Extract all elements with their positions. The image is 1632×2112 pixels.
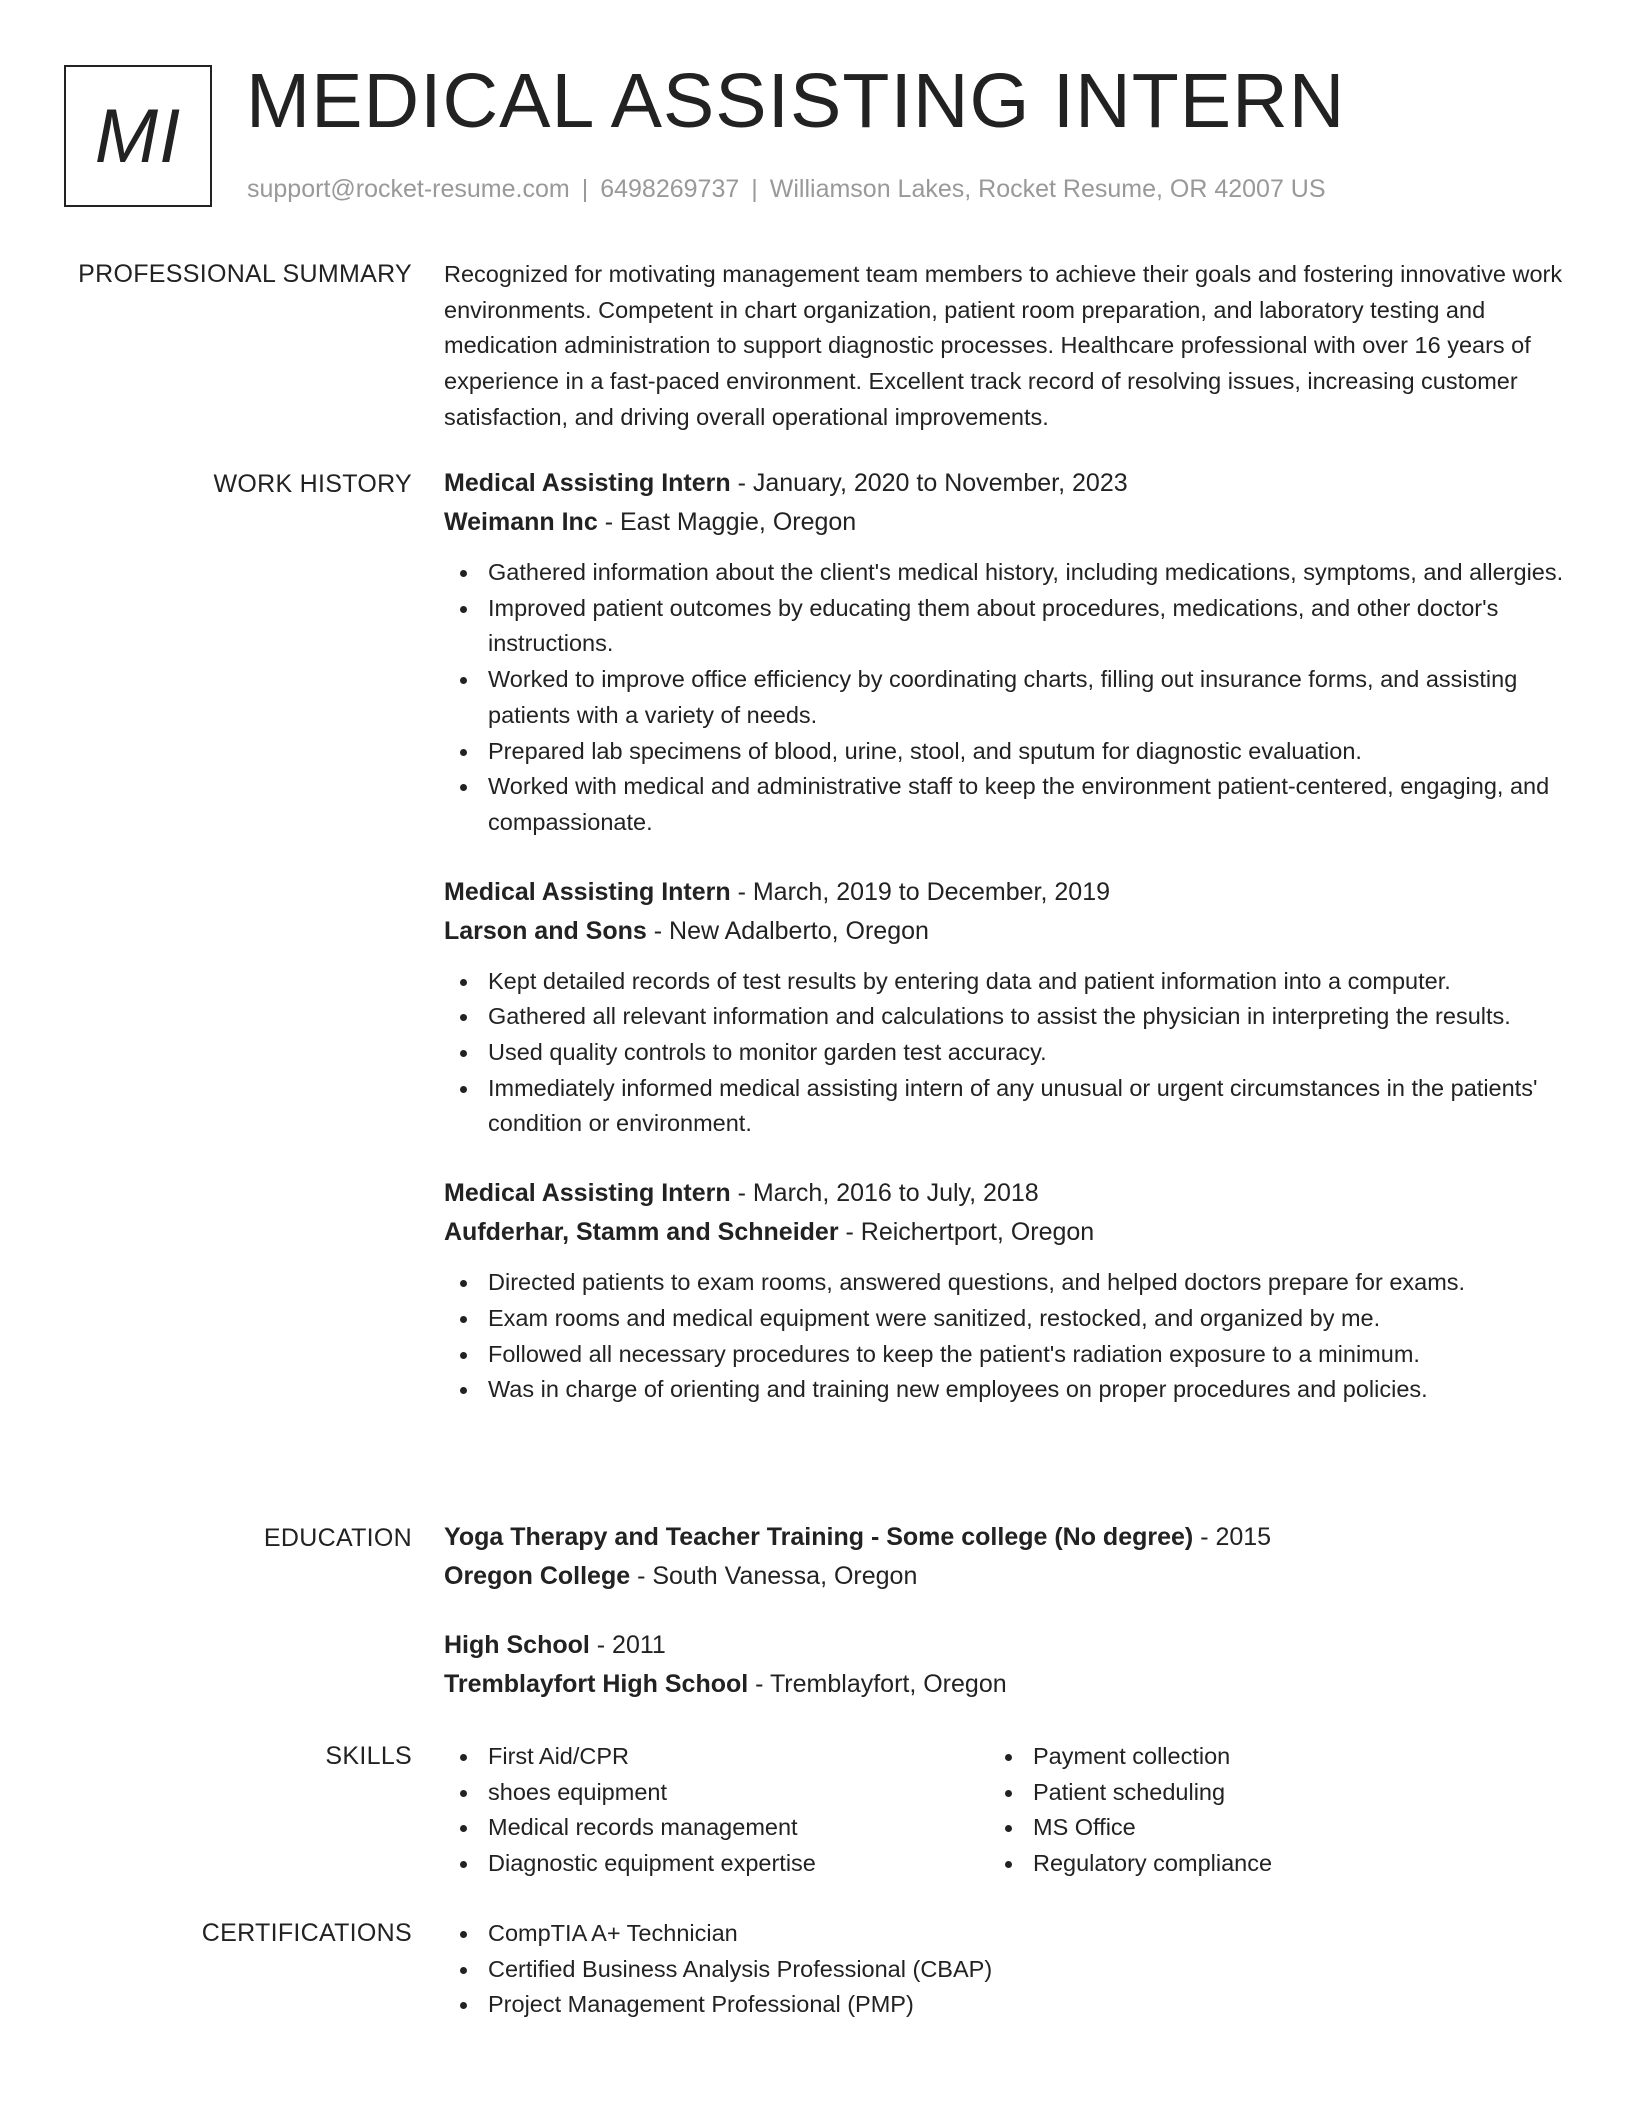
- job-title-line: [444, 873, 1564, 912]
- skill-item: shoes equipment: [444, 1775, 989, 1811]
- job-bullet: Gathered information about the client's medical history, including medications, symptoms, and allergies.: [444, 555, 1564, 591]
- contact-address: Williamson Lakes, Rocket Resume, OR 42007 US: [769, 175, 1326, 203]
- certifications-body: [444, 1916, 1564, 2023]
- contact-phone[interactable]: 6498269737: [600, 175, 740, 203]
- section-label-summary: PROFESSIONAL SUMMARY: [78, 260, 412, 288]
- job-title: Medical Assisting Intern: [444, 469, 731, 497]
- contact-separator: |: [581, 175, 589, 203]
- job-company-line: [444, 1213, 1564, 1252]
- job-location: - New Adalberto, Oregon: [646, 916, 929, 945]
- summary-text: Recognized for motivating management team members to achieve their goals and fostering innovative work environments. Competent in chart organization, patient room preparation, and laboratory testing and medication administration to support diagnostic processes. Healthcare professional with over 16 years of experience in a fast-paced environment. Excellent track record of resolving issues, increasing customer satisfaction, and driving overall operational improvements.: [444, 261, 1563, 430]
- resume-name: MEDICAL ASSISTING INTERN: [246, 58, 1346, 144]
- education-body: [444, 1518, 1564, 1736]
- job-bullet: Immediately informed medical assisting intern of any unusual or urgent circumstances in the patients' condition or environment.: [444, 1071, 1564, 1142]
- contact-separator: |: [751, 175, 758, 203]
- certification-item: Project Management Professional (PMP): [444, 1987, 1564, 2023]
- education-degree: Yoga Therapy and Teacher Training - Some college (No degree): [444, 1523, 1194, 1551]
- job-bullet: Prepared lab specimens of blood, urine, stool, and sputum for diagnostic evaluation.: [444, 734, 1564, 770]
- skill-item: Regulatory compliance: [989, 1846, 1534, 1882]
- job-company: Aufderhar, Stamm and Schneider: [444, 1218, 839, 1247]
- job-bullets: [444, 1265, 1564, 1408]
- education-degree-line: [444, 1626, 1564, 1665]
- job-location: - Reichertport, Oregon: [838, 1218, 1095, 1247]
- skills-column-2: [989, 1739, 1534, 1882]
- job-bullet: Directed patients to exam rooms, answered questions, and helped doctors prepare for exams.: [444, 1265, 1564, 1301]
- job-title: Medical Assisting Intern: [444, 1179, 731, 1208]
- job-bullet: Followed all necessary procedures to keep the patient's radiation exposure to a minimum.: [444, 1337, 1564, 1373]
- education-location: - South Vanessa, Oregon: [630, 1562, 918, 1590]
- education-year: - 2011: [589, 1631, 666, 1659]
- job-bullet: Improved patient outcomes by educating them about procedures, medications, and other doctor's instructions.: [444, 591, 1564, 662]
- skills-columns: [444, 1739, 1564, 1882]
- job-bullet: Worked with medical and administrative staff to keep the environment patient-centered, engaging, and compassionate.: [444, 769, 1564, 840]
- section-label-skills: SKILLS: [325, 1742, 412, 1770]
- skill-item: Diagnostic equipment expertise: [444, 1846, 989, 1882]
- job-company-line: [444, 912, 1564, 951]
- job-bullet: Exam rooms and medical equipment were sanitized, restocked, and organized by me.: [444, 1301, 1564, 1337]
- skills-column-1: [444, 1739, 989, 1882]
- education-school: Oregon College: [444, 1562, 631, 1590]
- skill-item: First Aid/CPR: [444, 1739, 989, 1775]
- certification-item: CompTIA A+ Technician: [444, 1916, 1564, 1952]
- job-entry: [444, 1174, 1564, 1408]
- job-entry: [444, 873, 1564, 1143]
- section-label-work-history: WORK HISTORY: [213, 470, 412, 498]
- skill-item: Patient scheduling: [989, 1775, 1534, 1811]
- job-company-line: [444, 503, 1564, 542]
- job-bullet: Gathered all relevant information and calculations to assist the physician in interpreting the results.: [444, 999, 1564, 1035]
- job-dates: - March, 2016 to July, 2018: [730, 1179, 1039, 1208]
- job-bullets: [444, 555, 1564, 841]
- education-location: - Tremblayfort, Oregon: [748, 1670, 1007, 1698]
- contact-email[interactable]: support@rocket-resume.com: [247, 175, 570, 203]
- job-bullet: Used quality controls to monitor garden test accuracy.: [444, 1035, 1564, 1071]
- job-dates: - March, 2019 to December, 2019: [730, 877, 1111, 906]
- skill-item: Payment collection: [989, 1739, 1534, 1775]
- education-year: - 2015: [1193, 1523, 1272, 1551]
- job-bullet: Worked to improve office efficiency by coordinating charts, filling out insurance forms, and assisting patients with a variety of needs.: [444, 662, 1564, 733]
- education-school-line: [444, 1557, 1564, 1596]
- summary-body: [444, 257, 1564, 436]
- job-bullet: Was in charge of orienting and training new employees on proper procedures and policies.: [444, 1372, 1564, 1408]
- job-entry: [444, 464, 1564, 841]
- contact-line: [247, 172, 1326, 206]
- certifications-list: [444, 1916, 1564, 2023]
- job-title-line: [444, 464, 1564, 503]
- education-school-line: [444, 1665, 1564, 1704]
- job-title: Medical Assisting Intern: [444, 877, 731, 906]
- job-dates: - January, 2020 to November, 2023: [730, 469, 1128, 497]
- job-location: - East Maggie, Oregon: [597, 508, 857, 536]
- education-degree-line: [444, 1518, 1564, 1557]
- education-school: Tremblayfort High School: [444, 1670, 749, 1698]
- section-label-certifications: CERTIFICATIONS: [201, 1919, 412, 1947]
- job-title-line: [444, 1174, 1564, 1213]
- job-company: Larson and Sons: [444, 916, 647, 945]
- skills-body: [444, 1739, 1564, 1882]
- education-entry: [444, 1626, 1564, 1704]
- education-degree: High School: [444, 1631, 590, 1659]
- education-entry: [444, 1518, 1564, 1596]
- skill-item: MS Office: [989, 1810, 1534, 1846]
- skill-item: Medical records management: [444, 1810, 989, 1846]
- work-history-body: [444, 464, 1564, 1440]
- section-label-education: EDUCATION: [263, 1524, 412, 1552]
- job-bullets: [444, 964, 1564, 1143]
- certification-item: Certified Business Analysis Professional (CBAP): [444, 1952, 1564, 1988]
- job-bullet: Kept detailed records of test results by entering data and patient information into a computer.: [444, 964, 1564, 1000]
- monogram-logo: MI: [64, 65, 212, 207]
- job-company: Weimann Inc: [444, 508, 598, 536]
